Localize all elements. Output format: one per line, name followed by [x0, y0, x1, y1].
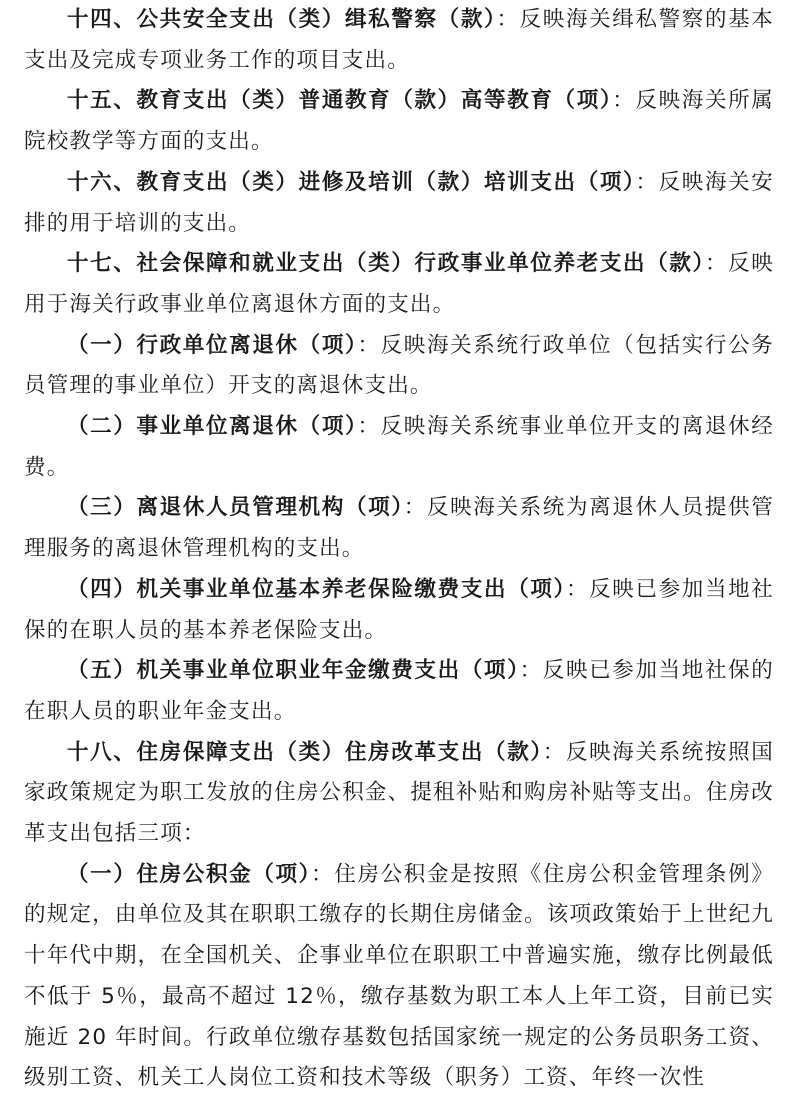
paragraph-pension-insurance	[24, 570, 774, 651]
paragraph-retiree-management	[24, 488, 774, 569]
paragraph-body: ：反映海关系统为离退休人员提供管理服务的离退休管理机构的支出。	[24, 495, 774, 562]
paragraph-public-security	[24, 0, 774, 81]
paragraph-housing-fund	[24, 855, 774, 1099]
paragraph-heading: 十四、公共安全支出（类）缉私警察（款）	[67, 7, 497, 32]
document-page	[24, 0, 774, 1099]
paragraph-heading: 十六、教育支出（类）进修及培训（款）培训支出（项）	[67, 169, 636, 195]
paragraph-body: ：反映海关安排的用于培训的支出。	[24, 169, 774, 236]
paragraph-occupational-annuity	[24, 651, 774, 732]
paragraph-heading: （二）事业单位离退休（项）	[67, 414, 358, 440]
paragraph-body: ：反映已参加当地社保的在职人员的基本养老保险支出。	[24, 576, 774, 643]
paragraph-admin-retirement	[24, 326, 774, 407]
paragraph-higher-education	[24, 81, 774, 162]
paragraph-social-security	[24, 244, 774, 325]
paragraph-body: ：反映海关所属院校教学等方面的支出。	[24, 88, 774, 155]
paragraph-body: ：反映用于海关行政事业单位离退休方面的支出。	[24, 251, 774, 317]
paragraph-heading: （一）住房公积金（项）	[67, 861, 312, 887]
paragraph-heading: （一）行政单位离退休（项）	[67, 332, 358, 358]
paragraph-body: ：反映海关缉私警察的基本支出及完成专项业务工作的项目支出。	[24, 7, 774, 73]
paragraph-training	[24, 163, 774, 244]
paragraph-body: ：住房公积金是按照《住房公积金管理条例》的规定，由单位及其在职职工缴存的长期住房储金。该项政策始于上世纪九十年代中期，在全国机关、企事业单位在职职工中普遍实施，缴存比例最低不低于 5％，最高不超过 12％，缴存基数为职工本人上年工资，目前已实施近 20 年时间。行政单位缴存基数包括国家统一规定的公务员职务工资、级别工资、机关工人岗位工资和技术等级（职务）工资、年终一次性	[24, 861, 774, 1091]
paragraph-body: ：反映海关系统行政单位（包括实行公务员管理的事业单位）开支的离退休支出。	[24, 332, 774, 399]
paragraph-heading: （四）机关事业单位基本养老保险缴费支出（项）	[67, 576, 566, 602]
paragraph-heading: （五）机关事业单位职业年金缴费支出（项）	[67, 658, 520, 684]
paragraph-housing-reform	[24, 733, 774, 855]
paragraph-body: ：反映海关系统按照国家政策规定为职工发放的住房公积金、提租补贴和购房补贴等支出。住房改革支出包括三项：	[24, 739, 774, 847]
paragraph-body: ：反映海关系统事业单位开支的离退休经费。	[24, 414, 774, 480]
paragraph-institution-retirement	[24, 407, 774, 488]
paragraph-body: ：反映已参加当地社保的在职人员的职业年金支出。	[24, 658, 774, 724]
paragraph-heading: 十五、教育支出（类）普通教育（款）高等教育（项）	[67, 88, 613, 114]
paragraph-heading: 十八、住房保障支出（类）住房改革支出（款）	[67, 739, 543, 765]
paragraph-heading: （三）离退休人员管理机构（项）	[67, 495, 404, 521]
paragraph-heading: 十七、社会保障和就业支出（类）行政事业单位养老支出（款）	[67, 251, 705, 277]
